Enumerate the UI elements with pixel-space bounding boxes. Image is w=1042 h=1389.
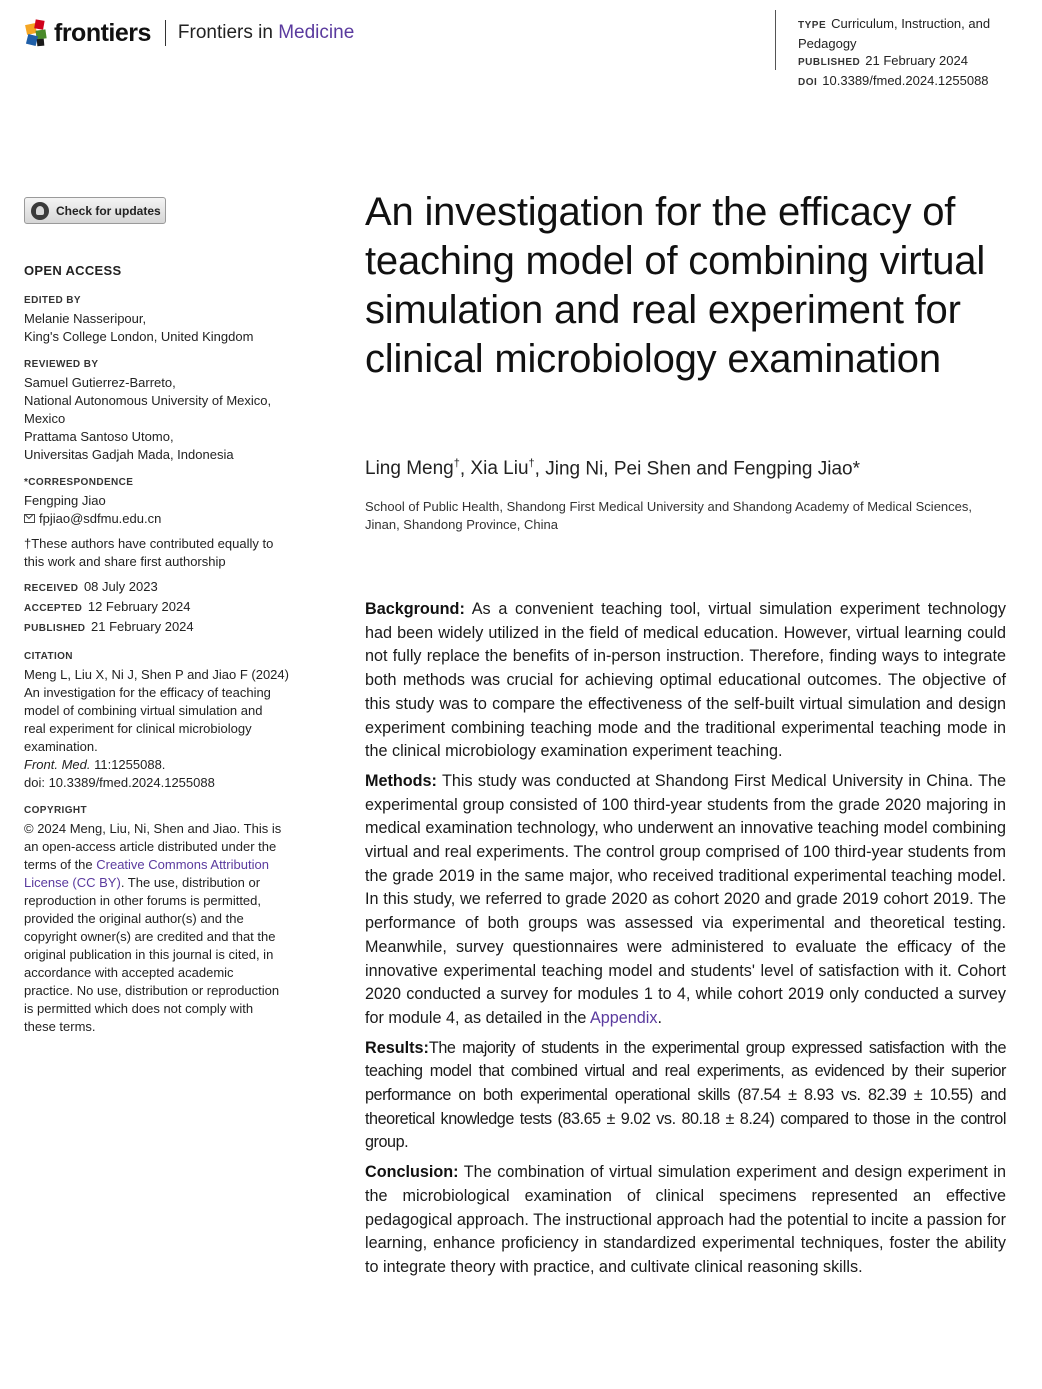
copyright-line: practice. No use, distribution or reproduction (24, 983, 280, 998)
meta-published-value: 21 February 2024 (865, 53, 968, 68)
edited-by-heading: EDITED BY (24, 295, 81, 306)
background-text: As a convenient teaching tool, virtual simulation experiment technology had been widely utilized in the field of medical education. However, virtual learning could not fully replace the benefits of in-person instruction. Therefore, finding ways to integrate both methods was crucial for achieving optimal educational outcomes. The objective of this study was to compare the effectiveness of the self-built virtual simulation and design experiment combining teaching mode and the traditional experimental teaching mode in the clinical microbiology examination experiment teaching. (365, 600, 1006, 761)
author-name: Pei Shen (613, 458, 691, 480)
author-list (365, 458, 1015, 480)
abstract-methods (365, 770, 1006, 1031)
equal-contribution-note: this work and share first authorship (24, 554, 226, 569)
email-icon (24, 514, 35, 523)
received-value: 08 July 2023 (83, 579, 158, 594)
frontiers-logo[interactable] (24, 16, 354, 50)
citation-heading: CITATION (24, 651, 73, 662)
reviewer-line: National Autonomous University of Mexico, (24, 393, 272, 408)
reviewer-line: Universitas Gadjah Mada, Indonesia (24, 447, 234, 462)
results-label: Results: (365, 1038, 429, 1057)
copyright-line: provided the original author(s) and the (24, 911, 244, 926)
reviewer-line: Prattama Santoso Utomo, (24, 429, 174, 444)
citation-doi: doi: 10.3389/fmed.2024.1255088 (24, 775, 215, 790)
abstract-results (365, 1037, 1006, 1156)
author-mark: † (453, 458, 460, 470)
affiliation: School of Public Health, Shandong First Medical University and Shandong Academy of Medical Sciences, Jinan, Shandong Province, China (365, 499, 972, 532)
author[interactable] (365, 458, 460, 479)
copyright-line: reproduction in other forums is permitted, (24, 893, 261, 908)
abstract-conclusion (365, 1161, 1006, 1280)
meta-type-label: TYPE (798, 20, 827, 31)
correspondence-email-row (24, 510, 316, 528)
published-row (24, 618, 316, 638)
meta-published-label: PUBLISHED (798, 57, 861, 68)
copyright-line: accordance with accepted academic (24, 965, 234, 980)
citation-journal: Front. Med. (24, 757, 91, 772)
correspondence-name: Fengping Jiao (24, 493, 106, 508)
meta-doi-value[interactable]: 10.3389/fmed.2024.1255088 (822, 72, 989, 88)
author[interactable] (470, 458, 534, 479)
abstract-background (365, 598, 1006, 764)
citation-line: examination. (24, 739, 98, 754)
copyright-line: copyright owner(s) are credited and that the (24, 929, 276, 944)
citation-journal-row (24, 756, 316, 774)
citation-line: Meng L, Liu X, Ni J, Shen P and Jiao F (2024) (24, 667, 289, 682)
copyright-license-line (24, 874, 316, 892)
copyright-line: an open-access article distributed under the (24, 839, 277, 854)
logo-wordmark: frontiers (54, 18, 151, 47)
copyright-line: these terms. (24, 1019, 96, 1034)
citation-line: An investigation for the efficacy of teaching (24, 685, 271, 700)
conclusion-label: Conclusion: (365, 1163, 459, 1182)
received-row (24, 578, 316, 598)
copyright-terms-prefix: terms of the (24, 857, 97, 872)
author-name: Ling Meng (365, 458, 454, 480)
accepted-value: 12 February 2024 (87, 599, 191, 614)
reviewer-line: Mexico (24, 411, 66, 426)
methods-end: . (657, 1008, 662, 1027)
meta-type (798, 15, 1028, 52)
author-separator: , (459, 458, 471, 480)
editor-line: King's College London, United Kingdom (24, 329, 254, 344)
results-text: The majority of students in the experimental group expressed satisfaction with the teaching model that combined virtual and real experiments, as evidenced by their superior performance on both experimental operational skills (87.54 ± 8.93 vs. 82.39 ± 10.55) and theoretical knowledge tests (83.65 ± 9.02 vs. 80.18 ± 8.24) compared to those in the control group. (365, 1038, 1006, 1152)
correspondence-email[interactable]: fpjiao@sdfmu.edu.cn (39, 511, 162, 526)
meta-type-value: Curriculum, Instruction, and Pedagogy (798, 16, 991, 51)
meta-doi (798, 72, 1028, 92)
sidebar (24, 262, 316, 1036)
reviewer-line: Samuel Gutierrez-Barreto, (24, 375, 176, 390)
journal-prefix: Frontiers in (177, 22, 279, 43)
copyright-line: is permitted which does not comply with (24, 1001, 254, 1016)
conclusion-text: The combination of virtual simulation experiment and design experiment in the microbiological examination of clinical specimens represented an effective pedagogical approach. The instructional approach had the potential to incite a passion for learning, enhance proficiency in standardized experimental techniques, foster the ability to integrate theory with practice, and cultivate clinical reasoning skills. (365, 1163, 1006, 1276)
received-label: RECEIVED (24, 583, 79, 594)
correspondence-heading: *CORRESPONDENCE (24, 477, 134, 488)
copyright-link-suffix: . The use, distribution or (120, 875, 261, 890)
author[interactable] (733, 458, 860, 479)
copyright-terms-line (24, 856, 316, 874)
journal-accent: Medicine (278, 22, 355, 43)
logo-divider (165, 20, 166, 46)
citation-line: model of combining virtual simulation and (24, 703, 263, 718)
abstract (365, 598, 1006, 1286)
check-updates-icon (31, 202, 49, 220)
author-mark: † (528, 458, 535, 470)
author[interactable] (614, 458, 691, 479)
appendix-link[interactable]: Appendix (589, 1008, 658, 1027)
article-meta (798, 15, 1028, 91)
author-name: Xia Liu (470, 458, 529, 480)
copyright-line: © 2024 Meng, Liu, Ni, Shen and Jiao. This is (24, 821, 282, 836)
accepted-row (24, 598, 316, 618)
published-value: 21 February 2024 (91, 619, 194, 634)
check-updates-label: Check for updates (56, 203, 161, 218)
author-separator: and (690, 458, 734, 480)
article-title: An investigation for the efficacy of teaching model of combining virtual simulation and real experiment for clinical microbiology examination (365, 190, 986, 381)
cc-by-link[interactable]: License (CC BY) (24, 875, 121, 890)
methods-text: This study was conducted at Shandong First Medical University in China. The experimental group consisted of 100 third-year students from the grade 2020 majoring in medical examination technology, who underwent an innovative teaching model combining virtual and real experiments. The control group comprised of 100 third-year students from the grade 2019 in the same major, who received traditional experimental teaching model. In this study, we referred to grade 2020 as cohort 2020 and grade 2019 cohort 2019. The performance of both groups was assessed via experimental and theoretical testing. Meanwhile, survey questionnaires were administered to evaluate the efficacy of the innovative experimental teaching model and students' level of satisfaction with it. Cohort 2020 conducted a survey for modules 1 to 4, while cohort 2019 only conducted a survey for module 4, as detailed in the (365, 771, 1006, 1027)
copyright-heading: COPYRIGHT (24, 805, 88, 816)
published-label: PUBLISHED (24, 623, 86, 634)
citation-line: real experiment for clinical microbiology (24, 721, 252, 736)
meta-doi-label: DOI (798, 76, 818, 88)
equal-contribution-note: †These authors have contributed equally to (24, 536, 274, 551)
open-access-label: OPEN ACCESS (24, 263, 122, 278)
author-separator: , (603, 458, 614, 480)
methods-label: Methods: (365, 771, 437, 790)
check-for-updates-button[interactable] (24, 197, 166, 224)
accepted-label: ACCEPTED (24, 603, 83, 614)
author-separator: , (534, 458, 546, 480)
meta-divider (775, 10, 776, 70)
author[interactable] (545, 458, 603, 479)
frontiers-logo-icon (24, 18, 50, 48)
author-name: Fengping Jiao* (733, 458, 861, 480)
meta-published (798, 52, 1028, 72)
copyright-line: original publication in this journal is cited, in (24, 947, 274, 962)
reviewed-by-heading: REVIEWED BY (24, 359, 99, 370)
background-label: Background: (365, 600, 465, 618)
journal-name (178, 22, 354, 44)
cc-license-link[interactable]: Creative Commons Attribution (96, 857, 269, 872)
author-name: Jing Ni (545, 458, 604, 480)
citation-volume: 11:1255088. (90, 757, 166, 772)
editor-line: Melanie Nasseripour, (24, 311, 147, 326)
